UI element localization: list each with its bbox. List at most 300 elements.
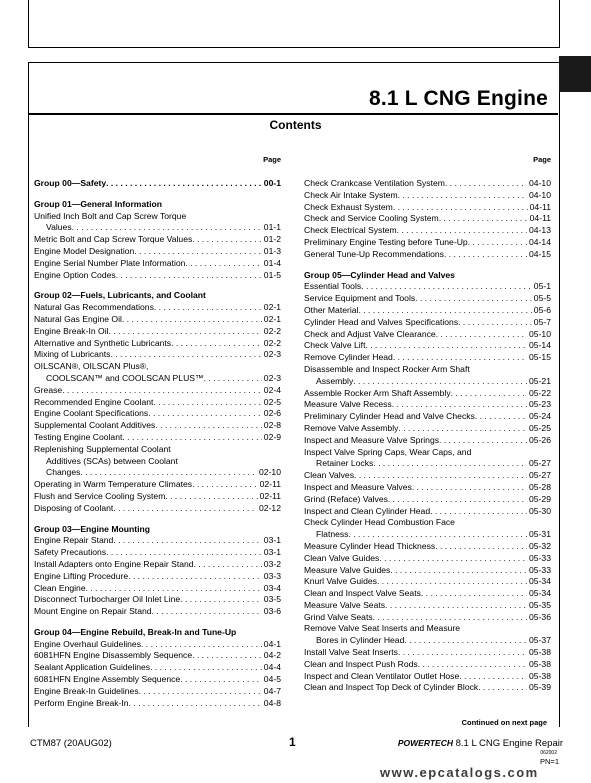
dot-leader [113, 535, 261, 547]
toc-entry[interactable] [304, 213, 551, 225]
toc-entry-page: 05-7 [533, 316, 551, 327]
toc-entry[interactable] [304, 458, 551, 470]
dot-leader [439, 213, 528, 225]
group-heading: Group 03—Engine Mounting [34, 523, 151, 534]
toc-entry-title: Check Crankcase Ventilation System [304, 178, 445, 188]
toc-entry-title: Other Material [304, 304, 359, 315]
toc-entry-title: Engine Serial Number Plate Information [34, 257, 186, 268]
toc-entry-page: 05-33 [529, 552, 551, 563]
toc-entry-title: Group 00—Safety [34, 178, 107, 188]
group-heading: Group 05—Cylinder Head and Valves [304, 269, 455, 280]
toc-entry-page: 02-11 [259, 490, 281, 501]
toc-entry-page: 05-1 [533, 281, 551, 292]
dot-leader [458, 317, 532, 329]
toc-entry-page: 00-1 [263, 178, 281, 188]
toc-entry-title: Preliminary Cylinder Head and Valve Checks [304, 411, 475, 422]
toc-entry-title: Recommended Engine Coolant [34, 396, 154, 407]
toc-entry[interactable] [304, 340, 551, 352]
dot-leader [348, 529, 527, 541]
toc-entry-page: 05-33 [529, 564, 551, 575]
toc-entry[interactable] [34, 583, 281, 595]
toc-entry-page: 02-6 [263, 408, 281, 419]
dot-leader [62, 385, 262, 397]
toc-entry-page: 05-36 [529, 611, 551, 622]
toc-entry-title: Essential Tools [304, 281, 362, 292]
toc-entry-title: Assemble Rocker Arm Shaft Assembly [304, 387, 451, 398]
toc-entry-page: 04-7 [263, 685, 281, 696]
toc-entry-page: 05-23 [529, 399, 551, 410]
toc-entry-page: 05-34 [529, 576, 551, 587]
toc-entry[interactable] [304, 647, 551, 659]
toc-entry[interactable] [34, 650, 281, 662]
toc-entry[interactable] [34, 571, 281, 583]
toc-entry[interactable] [304, 411, 551, 423]
toc-entry-title: Clean and Inspect Top Deck of Cylinder Block [304, 682, 479, 693]
toc-entry[interactable] [34, 491, 281, 503]
toc-entry-page: 04-8 [263, 697, 281, 708]
page-column-label: Page [263, 155, 281, 164]
toc-entry-page: 01-3 [263, 245, 281, 256]
toc-entry-page: 03-1 [263, 535, 281, 546]
toc-entry-page: 05-38 [529, 647, 551, 658]
toc-entry-title: Alternative and Synthetic Lubricants [34, 337, 172, 348]
dot-leader [392, 399, 527, 411]
toc-entry-title: Engine Repair Stand [34, 535, 114, 546]
toc-entry[interactable] [304, 553, 551, 565]
dot-leader [398, 647, 527, 659]
toc-entry-title: Measure Valve Seats [304, 599, 386, 610]
toc-entry-title: Natural Gas Engine Oil [34, 313, 122, 324]
dot-leader [418, 659, 527, 671]
dot-leader [116, 270, 262, 282]
toc-entry-title: Flush and Service Cooling System [34, 490, 166, 501]
toc-entry-title: Disconnect Turbocharger Oil Inlet Line [34, 594, 181, 605]
toc-entry-page: 05-26 [529, 434, 551, 445]
toc-entry-page: 03-6 [263, 606, 281, 617]
toc-entry-title: Grease [34, 384, 63, 395]
dot-leader [129, 698, 262, 710]
brand-logo: POWERTECH [397, 738, 453, 748]
dot-leader [398, 190, 527, 202]
dot-leader [436, 329, 527, 341]
toc-entry[interactable] [34, 467, 281, 479]
dot-leader [113, 503, 257, 515]
top-frame [28, 0, 560, 48]
toc-entry-line: Remove Valve Seat Inserts and Measure [304, 623, 461, 634]
toc-entry[interactable] [34, 503, 281, 515]
toc-entry-title: Install Adapters onto Engine Repair Stand [34, 558, 194, 569]
toc-entry-page: 05-30 [529, 505, 551, 516]
toc-entry-page: 05-6 [533, 304, 551, 315]
toc-entry-page: 05-21 [529, 375, 551, 386]
dot-leader [379, 553, 527, 565]
toc-entry-page: 02-10 [259, 467, 281, 478]
toc-entry[interactable] [304, 178, 551, 190]
toc-entry-title: Engine Option Codes [34, 269, 116, 280]
toc-entry-page: 02-2 [263, 337, 281, 348]
toc-entry[interactable] [304, 529, 551, 541]
toc-entry-page: 04-10 [529, 189, 551, 200]
toc-entry-page: 05-34 [529, 588, 551, 599]
title-rule [28, 113, 558, 115]
dot-leader [365, 340, 527, 352]
page-number: 1 [289, 735, 296, 749]
toc-entry-page: 02-3 [263, 349, 281, 360]
dot-leader [109, 326, 262, 338]
dot-leader [459, 671, 527, 683]
toc-entry-title: Clean and Inspect Push Rods [304, 658, 418, 669]
page-column-label: Page [533, 155, 551, 164]
toc-entry[interactable] [34, 639, 281, 651]
toc-entry[interactable] [304, 635, 551, 647]
toc-entry[interactable] [304, 565, 551, 577]
dot-leader [475, 411, 527, 423]
toc-entry-page: 04-5 [263, 674, 281, 685]
dot-leader [180, 594, 262, 606]
toc-entry-page: 04-11 [529, 213, 551, 224]
toc-entry-title: Check Valve Lift [304, 340, 366, 351]
toc-entry-title: Knurl Valve Guides [304, 576, 377, 587]
toc-entry[interactable] [34, 698, 281, 710]
toc-entry[interactable] [304, 190, 551, 202]
toc-entry[interactable] [304, 317, 551, 329]
toc-entry-page: 02-5 [263, 396, 281, 407]
toc-entry-title: Values [46, 222, 72, 233]
toc-entry-title: 6081HFN Engine Disassembly Sequence [34, 650, 193, 661]
toc-entry[interactable] [304, 671, 551, 683]
toc-entry-page: 01-1 [263, 222, 281, 233]
toc-entry-page: 03-4 [263, 582, 281, 593]
toc-entry-page: 02-2 [263, 325, 281, 336]
toc-entry-page: 05-15 [529, 352, 551, 363]
group-heading: Group 04—Engine Rebuild, Break-In and Tune-Up [34, 626, 237, 637]
toc-entry-page: 05-29 [529, 493, 551, 504]
toc-entry-page: 04-14 [529, 236, 551, 247]
toc-entry-line: Check Cylinder Head Combustion Face [304, 517, 455, 528]
toc-entry[interactable] [304, 225, 551, 237]
section-gap [34, 281, 281, 290]
toc-entry[interactable] [304, 612, 551, 624]
toc-entry-title: General Tune-Up Recommendations [304, 248, 444, 259]
dot-leader [385, 600, 527, 612]
toc-entry-line: Replenishing Supplemental Coolant [34, 443, 171, 454]
toc-entry[interactable] [304, 470, 551, 482]
toc-entry-title: Engine Coolant Specifications [34, 408, 149, 419]
dot-leader [141, 639, 262, 651]
toc-entry-title: Mixing of Lubricants [34, 349, 111, 360]
toc-entry-title: COOLSCAN™ and COOLSCAN PLUS™ [46, 372, 204, 383]
toc-entry-line: Disassemble and Inspect Rocker Arm Shaft [304, 363, 470, 374]
toc-entry-title: Sealant Application Guidelines [34, 662, 151, 673]
toc-entry-title: Clean Valve Guides [304, 552, 380, 563]
toc-entry[interactable] [304, 249, 551, 261]
toc-entry[interactable] [304, 281, 551, 293]
toc-entry-page: 05-39 [529, 682, 551, 693]
dot-leader [155, 420, 261, 432]
toc-entry[interactable] [34, 674, 281, 686]
toc-entry-page: 05-5 [533, 293, 551, 304]
toc-entry-page: 05-38 [529, 658, 551, 669]
toc-entry-line: Unified Inch Bolt and Cap Screw Torque [34, 210, 187, 221]
dot-leader [72, 222, 262, 234]
toc-entry[interactable] [304, 202, 551, 214]
dot-leader [106, 178, 262, 190]
toc-entry-page: 04-1 [263, 638, 281, 649]
dot-leader [152, 606, 262, 618]
toc-entry-title: Safety Precautions [34, 547, 107, 558]
toc-entry[interactable] [34, 234, 281, 246]
dot-leader [139, 686, 262, 698]
dot-leader [192, 650, 262, 662]
toc-entry-page: 01-5 [263, 269, 281, 280]
toc-entry[interactable] [304, 506, 551, 518]
toc-entry[interactable] [304, 541, 551, 553]
toc-entry-title: Metric Bolt and Cap Screw Torque Values [34, 234, 193, 245]
toc-entry[interactable] [34, 662, 281, 674]
toc-entry-page: 03-3 [263, 570, 281, 581]
toc-entry-title: Check Electrical System [304, 225, 397, 236]
dot-leader [468, 237, 527, 249]
toc-entry-title: Remove Valve Assembly [304, 422, 399, 433]
toc-entry-title: Disposing of Coolant [34, 502, 114, 513]
toc-entry-title: Clean Valves [304, 470, 354, 481]
toc-entry-title: Check Air Intake System [304, 189, 398, 200]
toc-entry[interactable] [34, 270, 281, 282]
toc-entry-page: 02-1 [263, 313, 281, 324]
toc-entry[interactable] [34, 479, 281, 491]
doc-id: CTM87 (20AUG02) [30, 738, 112, 749]
dot-leader [398, 423, 527, 435]
toc-entry-page: 05-35 [529, 599, 551, 610]
dot-leader [445, 178, 527, 190]
toc-left-column [34, 154, 281, 709]
toc-entry-title: Cylinder Head and Valves Specifications [304, 316, 459, 327]
toc-entry[interactable] [304, 659, 551, 671]
toc-entry-page: 02-12 [259, 502, 281, 513]
toc-entry[interactable] [34, 432, 281, 444]
toc-entry[interactable] [34, 559, 281, 571]
toc-entry[interactable] [304, 376, 551, 388]
toc-entry-title: Engine Model Designation [34, 245, 135, 256]
dot-leader [192, 234, 262, 246]
toc-entry-title: Engine Overhaul Guidelines [34, 638, 142, 649]
toc-entry[interactable] [34, 397, 281, 409]
toc-entry-title: Preliminary Engine Testing before Tune-Up [304, 236, 468, 247]
toc-entry[interactable] [304, 388, 551, 400]
toc-entry[interactable] [304, 588, 551, 600]
toc-entry-page: 03-2 [263, 558, 281, 569]
toc-entry-title: Bores in Cylinder Head [316, 635, 405, 646]
product-name: 8.1 L CNG Engine Repair [455, 738, 563, 749]
dot-leader [354, 470, 527, 482]
toc-entry-title: Check Exhaust System [304, 201, 393, 212]
dot-leader [150, 662, 262, 674]
toc-entry-title: Engine Break-In Oil [34, 325, 109, 336]
toc-entry-page: 05-27 [529, 458, 551, 469]
dot-leader [361, 281, 532, 293]
dot-leader [134, 246, 261, 258]
dot-leader [358, 305, 531, 317]
dot-leader [204, 373, 262, 385]
toc-entry-page: 01-4 [263, 257, 281, 268]
dot-leader [430, 506, 527, 518]
toc-entry-title: Testing Engine Coolant [34, 431, 123, 442]
dot-leader [478, 682, 527, 694]
toc-entry[interactable] [304, 305, 551, 317]
toc-entry[interactable] [304, 293, 551, 305]
toc-entry-line: Inspect Valve Spring Caps, Wear Caps, and [304, 446, 472, 457]
toc-entry-page: 05-24 [529, 411, 551, 422]
toc-entry-title: Assembly [316, 375, 354, 386]
toc-entry[interactable] [304, 352, 551, 364]
toc-entry-page: 05-14 [529, 340, 551, 351]
toc-entry-page: 04-4 [263, 662, 281, 673]
toc-entry[interactable] [34, 222, 281, 234]
toc-entry-page: 03-5 [263, 594, 281, 605]
toc-entry-title: Clean and Inspect Valve Seats [304, 588, 421, 599]
footer-product [398, 738, 563, 749]
dot-leader [393, 352, 527, 364]
dot-leader [451, 388, 527, 400]
toc-entry-title: Measure Valve Recess [304, 399, 392, 410]
toc-entry-title: Inspect and Measure Valves [304, 481, 412, 492]
toc-entry[interactable] [34, 420, 281, 432]
toc-entry-page: 05-22 [529, 387, 551, 398]
section-gap [304, 261, 551, 270]
toc-entry-page: 05-31 [529, 529, 551, 540]
dot-leader [373, 458, 527, 470]
toc-entry-line: OILSCAN®, OILSCAN Plus®, [34, 361, 149, 372]
toc-entry-title: Inspect and Clean Ventilator Outlet Hose [304, 670, 460, 681]
dot-leader [373, 612, 527, 624]
dot-leader [128, 571, 262, 583]
section-gap [34, 190, 281, 199]
dot-leader [122, 314, 262, 326]
toc-entry-title: Inspect and Clean Cylinder Head [304, 505, 431, 516]
toc-entry-page: 05-25 [529, 422, 551, 433]
toc-right-column [304, 154, 551, 694]
toc-entry[interactable] [304, 423, 551, 435]
toc-entry[interactable] [34, 338, 281, 350]
toc-entry-title: Engine Lifting Procedure [34, 570, 129, 581]
dot-leader [180, 674, 262, 686]
dot-leader [154, 302, 262, 314]
dot-leader [377, 576, 527, 588]
toc-entry[interactable] [34, 246, 281, 258]
toc-entry-title: Natural Gas Recommendations [34, 302, 154, 313]
toc-entry-page: 04-10 [529, 178, 551, 188]
toc-entry-page: 05-10 [529, 328, 551, 339]
toc-entry[interactable] [34, 373, 281, 385]
toc-entry[interactable] [304, 494, 551, 506]
toc-entry-page: 02-4 [263, 384, 281, 395]
toc-entry[interactable] [34, 326, 281, 338]
toc-entry-title: Service Equipment and Tools [304, 293, 416, 304]
toc-entry[interactable] [304, 576, 551, 588]
toc-entry-title: Flatness [316, 529, 349, 540]
toc-entry[interactable] [304, 600, 551, 612]
toc-entry[interactable] [34, 258, 281, 270]
dot-leader [393, 202, 528, 214]
toc-entry[interactable] [34, 314, 281, 326]
toc-entry-title: Engine Break-In Guidelines [34, 685, 139, 696]
toc-entry-title: Check and Adjust Valve Clearance [304, 328, 436, 339]
dot-leader [106, 547, 262, 559]
toc-entry[interactable] [34, 408, 281, 420]
toc-entry-page: 04-11 [529, 201, 551, 212]
toc-entry-title: Perform Engine Break-In [34, 697, 129, 708]
toc-entry[interactable] [304, 329, 551, 341]
dot-leader [86, 583, 262, 595]
pn-code: PN=1 [540, 757, 559, 766]
toc-entry-page: 01-2 [263, 234, 281, 245]
toc-entry[interactable] [34, 349, 281, 361]
toc-entry-page: 04-13 [529, 225, 551, 236]
dot-leader [435, 541, 527, 553]
toc-entry-title: Operating in Warm Temperature Climates [34, 479, 193, 490]
toc-entry-title: Measure Valve Guides [304, 564, 391, 575]
toc-entry-title: Measure Cylinder Head Thickness [304, 540, 436, 551]
toc-entry[interactable] [34, 302, 281, 314]
toc-entry[interactable] [304, 237, 551, 249]
toc-entry[interactable] [34, 594, 281, 606]
group-heading: Group 01—General Information [34, 198, 162, 209]
toc-entry-page: 02-3 [263, 372, 281, 383]
date-code: 062002 [540, 750, 557, 756]
dot-leader [122, 432, 261, 444]
toc-entry-page: 05-28 [529, 481, 551, 492]
section-gap [34, 618, 281, 627]
toc-entry[interactable] [304, 399, 551, 411]
toc-entry[interactable] [34, 385, 281, 397]
group-heading[interactable] [34, 178, 281, 190]
contents-heading: Contents [269, 118, 322, 132]
toc-entry-title: Supplemental Coolant Additives [34, 420, 156, 431]
toc-entry-page: 02-8 [263, 420, 281, 431]
dot-leader [148, 408, 262, 420]
dot-leader [110, 349, 261, 361]
toc-entry[interactable] [34, 547, 281, 559]
toc-entry-page: 05-37 [529, 635, 551, 646]
toc-entry[interactable] [304, 482, 551, 494]
dot-leader [165, 491, 257, 503]
section-tab [559, 56, 591, 92]
dot-leader [192, 479, 258, 491]
toc-entry-title: Clean Engine [34, 582, 86, 593]
dot-leader [439, 435, 527, 447]
page-title: 8.1 L CNG Engine [368, 87, 548, 110]
toc-entry-title: Install Valve Seat Inserts [304, 647, 398, 658]
toc-entry[interactable] [34, 686, 281, 698]
dot-leader [171, 338, 262, 350]
toc-entry[interactable] [34, 606, 281, 618]
dot-leader [412, 482, 527, 494]
toc-entry-title: Check and Service Cooling System [304, 213, 439, 224]
toc-entry[interactable] [304, 435, 551, 447]
toc-entry[interactable] [304, 682, 551, 694]
toc-entry-page: 05-38 [529, 670, 551, 681]
dot-leader [397, 225, 527, 237]
section-gap [34, 515, 281, 524]
toc-entry-title: Retainer Locks [316, 458, 374, 469]
toc-entry-page: 02-11 [259, 479, 281, 490]
toc-entry[interactable] [34, 535, 281, 547]
dot-leader [80, 467, 257, 479]
toc-entry-page: 05-27 [529, 470, 551, 481]
toc-entry-title: Mount Engine on Repair Stand [34, 606, 152, 617]
toc-entry-title: Remove Cylinder Head [304, 352, 393, 363]
dot-leader [185, 258, 261, 270]
